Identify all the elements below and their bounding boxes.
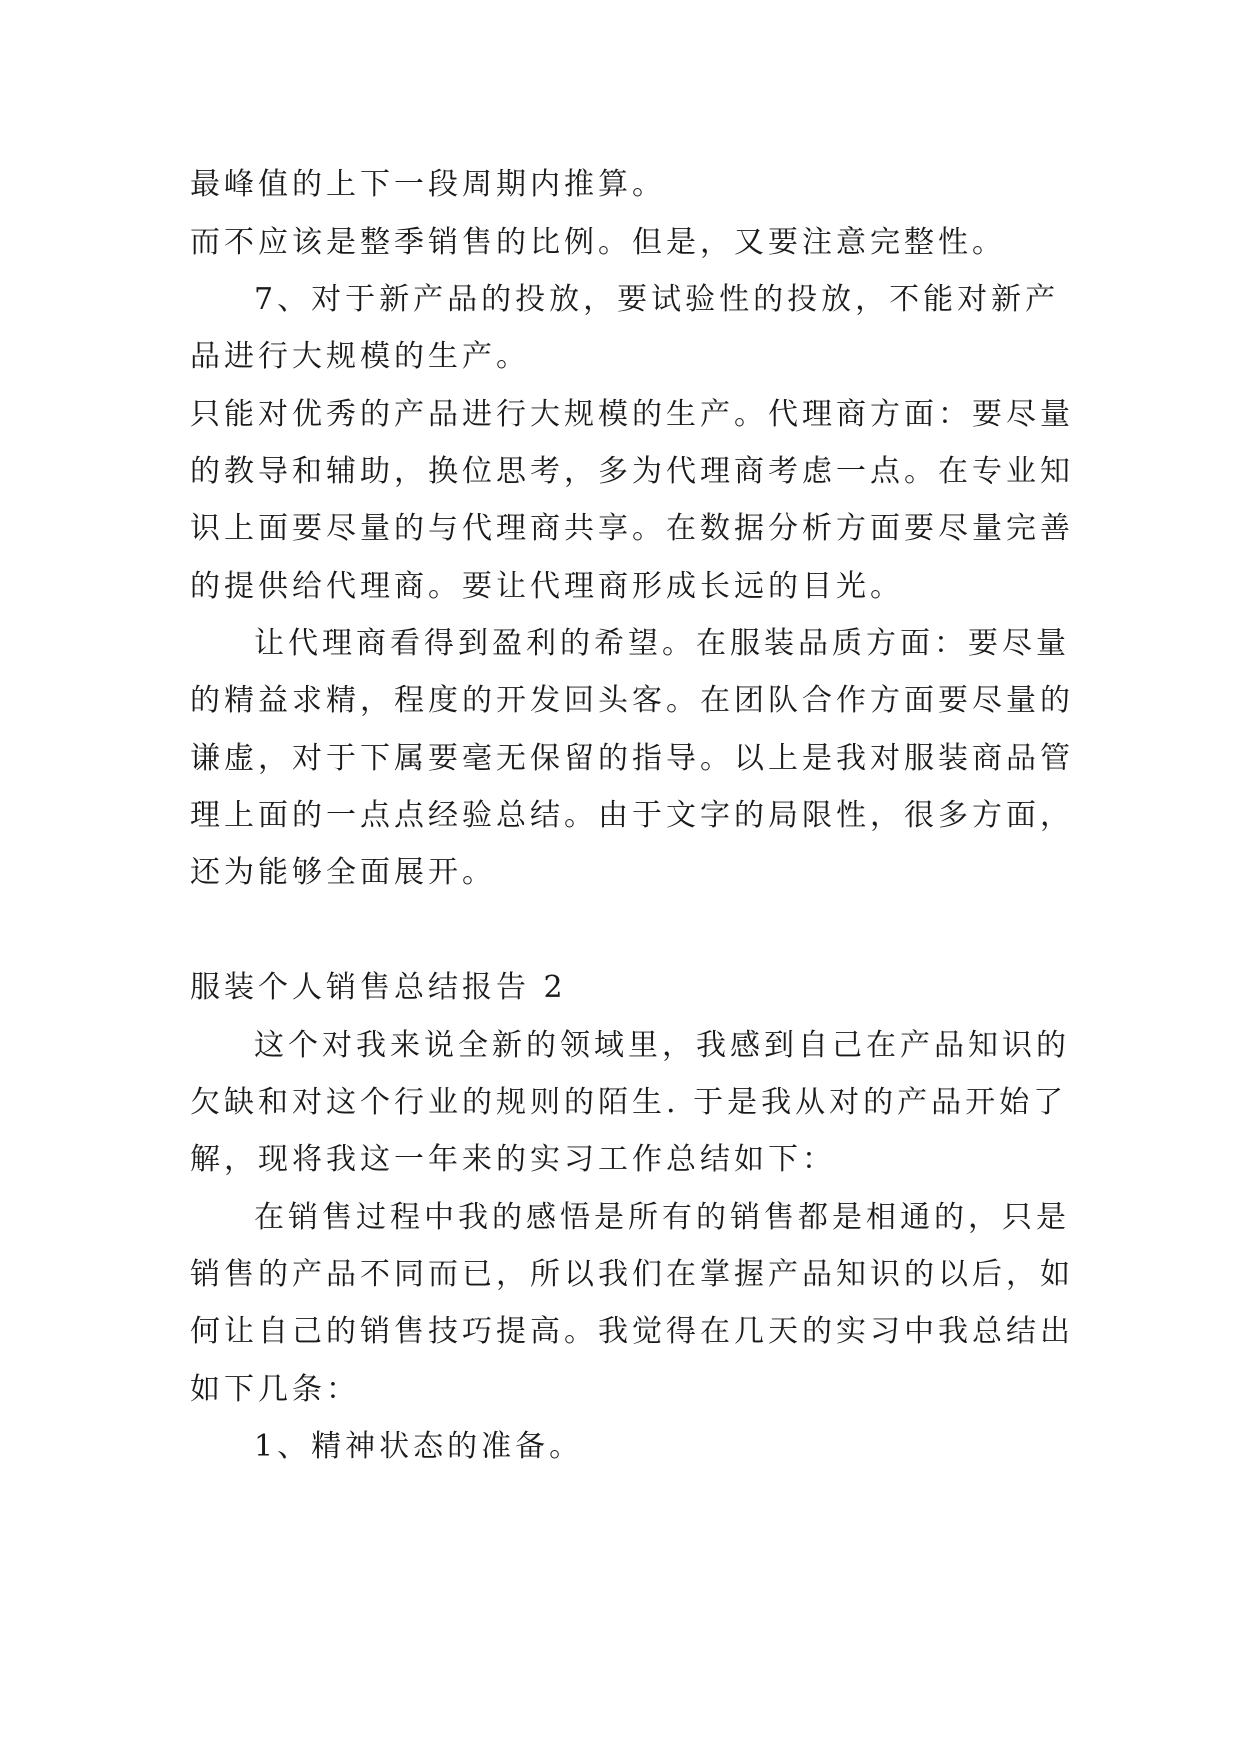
section-title: 服装个人销售总结报告 2	[190, 970, 567, 1005]
paragraph-line: 让代理商看得到盈利的希望。在服装品质方面：要尽量	[254, 626, 1070, 661]
paragraph-line: 而不应该是整季销售的比例。但是，又要注意完整性。	[190, 225, 1006, 260]
paragraph-line: 如下几条：	[190, 1372, 360, 1407]
paragraph-line: 谦虚，对于下属要毫无保留的指导。以上是我对服装商品管	[190, 741, 1074, 776]
paragraph-line: 在销售过程中我的感悟是所有的销售都是相通的，只是	[254, 1200, 1070, 1235]
paragraph-line: 还为能够全面展开。	[190, 855, 496, 890]
paragraph-line: 解，现将我这一年来的实习工作总结如下：	[190, 1142, 836, 1177]
paragraph-line: 销售的产品不同而已，所以我们在掌握产品知识的以后，如	[190, 1257, 1074, 1292]
paragraph-line: 何让自己的销售技巧提高。我觉得在几天的实习中我总结出	[190, 1314, 1074, 1349]
paragraph-line: 的精益求精，程度的开发回头客。在团队合作方面要尽量的	[190, 683, 1074, 718]
paragraph-line: 只能对优秀的产品进行大规模的生产。代理商方面：要尽量	[190, 397, 1074, 432]
paragraph-line: 欠缺和对这个行业的规则的陌生. 于是我从对的产品开始了	[190, 1085, 1068, 1120]
paragraph-line: 这个对我来说全新的领域里，我感到自己在产品知识的	[254, 1028, 1070, 1063]
paragraph-line: 识上面要尽量的与代理商共享。在数据分析方面要尽量完善	[190, 511, 1074, 546]
paragraph-line: 1、精神状态的准备。	[254, 1429, 584, 1464]
paragraph-line: 7、对于新产品的投放，要试验性的投放，不能对新产	[254, 282, 1060, 317]
paragraph-line: 品进行大规模的生产。	[190, 339, 530, 374]
paragraph-line: 的教导和辅助，换位思考，多为代理商考虑一点。在专业知	[190, 454, 1074, 489]
paragraph-line: 最峰值的上下一段周期内推算。	[190, 167, 666, 202]
paragraph-line: 理上面的一点点经验总结。由于文字的局限性，很多方面，	[190, 798, 1074, 833]
paragraph-line: 的提供给代理商。要让代理商形成长远的目光。	[190, 569, 904, 604]
